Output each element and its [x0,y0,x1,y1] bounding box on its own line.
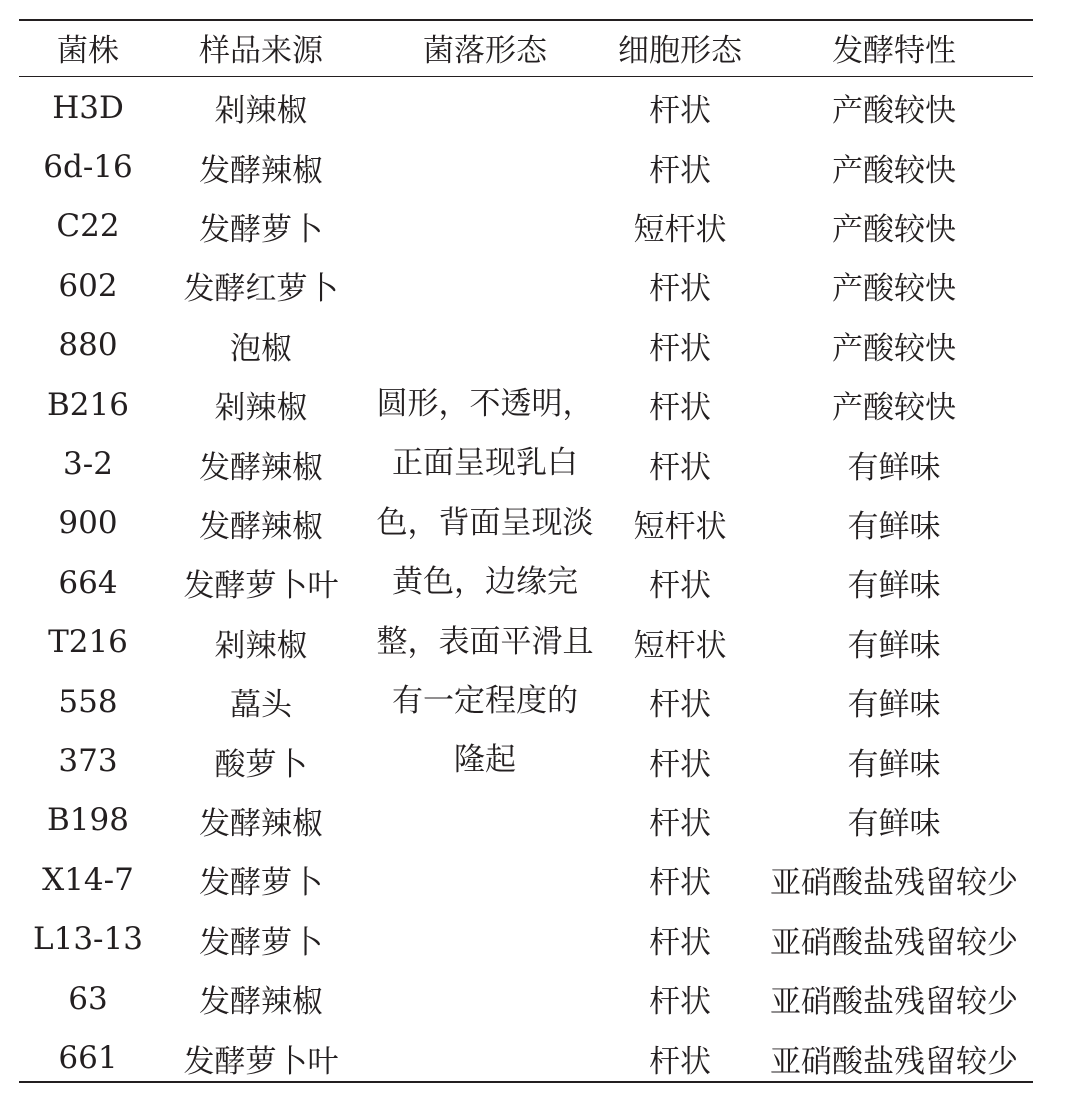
cell-strain: 900 [58,505,118,542]
header-colony-morphology: 菌落形态 [423,33,547,69]
cell-cell-morphology: 短杆状 [633,211,727,248]
cell-strain: X14-7 [42,861,134,898]
cell-fermentation: 产酸较快 [832,93,956,130]
cell-source: 发酵萝卜 [199,924,323,961]
cell-source: 发酵萝卜 [199,211,323,248]
cell-cell-morphology: 杆状 [649,865,711,902]
cell-cell-morphology: 杆状 [649,984,711,1021]
data-table [19,19,1033,1088]
cell-fermentation: 有鲜味 [847,805,941,842]
cell-strain: 602 [58,267,118,304]
cell-cell-morphology: 杆状 [649,449,711,486]
cell-source: 发酵辣椒 [199,984,323,1021]
colony-morphology-line: 黄色，边缘完 [392,564,578,601]
cell-strain: T216 [48,624,128,661]
cell-fermentation: 亚硝酸盐残留较少 [770,924,1018,961]
cell-strain: C22 [56,208,120,245]
cell-fermentation: 产酸较快 [832,271,956,308]
cell-fermentation: 产酸较快 [832,390,956,427]
cell-source: 发酵萝卜叶 [183,568,339,605]
cell-strain: 880 [58,327,118,364]
header-fermentation: 发酵特性 [832,33,956,69]
cell-cell-morphology: 杆状 [649,271,711,308]
colony-morphology-line: 圆形，不透明， [376,385,594,422]
cell-fermentation: 有鲜味 [847,568,941,605]
cell-cell-morphology: 杆状 [649,390,711,427]
cell-source: 发酵辣椒 [199,508,323,545]
header-source: 样品来源 [199,33,323,69]
header-cell-morphology: 细胞形态 [618,33,742,69]
cell-source: 酸萝卜 [214,746,308,783]
cell-strain: 661 [58,1040,118,1077]
table-row [19,78,1033,137]
table-row [19,791,1033,850]
cell-source: 发酵萝卜 [199,865,323,902]
cell-fermentation: 有鲜味 [847,746,941,783]
cell-strain: B198 [47,802,129,839]
cell-source: 发酵辣椒 [199,152,323,189]
cell-source: 剁辣椒 [214,390,308,427]
cell-fermentation: 有鲜味 [847,449,941,486]
cell-cell-morphology: 杆状 [649,330,711,367]
cell-fermentation: 亚硝酸盐残留较少 [770,984,1018,1021]
cell-cell-morphology: 杆状 [649,93,711,130]
cell-cell-morphology: 杆状 [649,924,711,961]
cell-strain: L13-13 [33,921,143,958]
cell-cell-morphology: 杆状 [649,568,711,605]
cell-fermentation: 亚硝酸盐残留较少 [770,865,1018,902]
header-row [19,19,1033,78]
cell-source: 藠头 [230,687,292,724]
cell-cell-morphology: 杆状 [649,687,711,724]
cell-cell-morphology: 杆状 [649,1043,711,1080]
colony-morphology-line: 隆起 [454,742,516,779]
cell-strain: B216 [47,386,129,423]
cell-fermentation: 产酸较快 [832,152,956,189]
cell-cell-morphology: 杆状 [649,746,711,783]
cell-fermentation: 有鲜味 [847,508,941,545]
cell-cell-morphology: 杆状 [649,805,711,842]
cell-source: 剁辣椒 [214,93,308,130]
colony-morphology-line: 有一定程度的 [392,682,578,719]
cell-colony-morphology-empty [365,791,605,1088]
cell-cell-morphology: 杆状 [649,152,711,189]
cell-source: 发酵红萝卜 [183,271,339,308]
cell-source: 泡椒 [230,330,292,367]
cell-fermentation: 亚硝酸盐残留较少 [770,1043,1018,1080]
cell-fermentation: 产酸较快 [832,211,956,248]
cell-strain: 6d-16 [43,149,133,186]
cell-source: 剁辣椒 [214,627,308,664]
cell-fermentation: 有鲜味 [847,627,941,664]
cell-strain: 3-2 [63,446,113,483]
cell-strain: 373 [58,743,118,780]
cell-colony-morphology [365,375,605,791]
cell-source: 发酵萝卜叶 [183,1043,339,1080]
colony-morphology-line: 整，表面平滑且 [376,623,594,660]
cell-strain: 63 [68,980,108,1017]
cell-source: 发酵辣椒 [199,449,323,486]
cell-fermentation: 有鲜味 [847,687,941,724]
colony-morphology-line: 色，背面呈现淡 [376,504,594,541]
cell-strain: 664 [58,564,118,601]
cell-fermentation: 产酸较快 [832,330,956,367]
colony-morphology-line: 正面呈现乳白 [392,445,578,482]
cell-colony-morphology-empty [365,78,605,375]
cell-strain: H3D [52,89,124,126]
cell-cell-morphology: 短杆状 [633,508,727,545]
cell-cell-morphology: 短杆状 [633,627,727,664]
table-row [19,375,1033,434]
cell-strain: 558 [58,683,118,720]
cell-source: 发酵辣椒 [199,805,323,842]
header-strain: 菌株 [57,33,119,69]
